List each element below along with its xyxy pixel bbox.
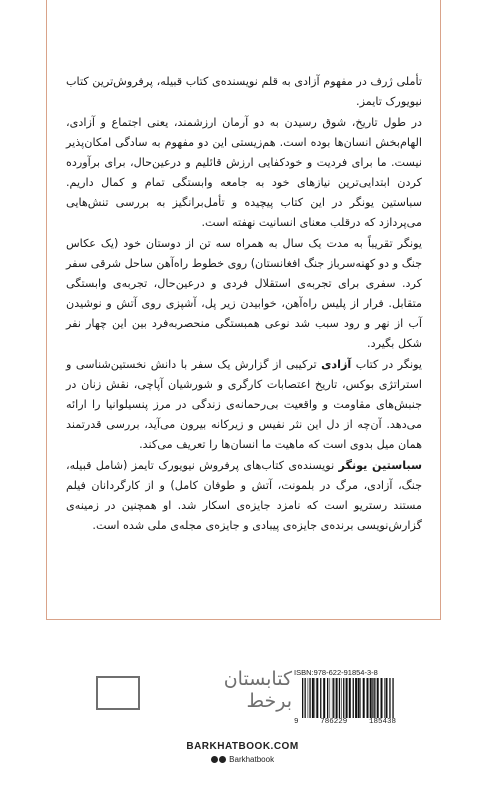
- barcode-bar: [372, 678, 373, 718]
- barcode-bar: [305, 678, 306, 718]
- barcode-bar: [360, 678, 361, 718]
- barcode-bar: [363, 678, 365, 718]
- isbn-number: ISBN:978-622-91854-3-8: [294, 668, 378, 677]
- barcode-bar: [386, 678, 388, 718]
- barcode-digits: [294, 718, 396, 726]
- paragraph: [66, 355, 422, 455]
- barcode-bar: [341, 678, 342, 718]
- barcode-digit-group: 185438: [368, 718, 396, 726]
- barcode-bar: [327, 678, 328, 718]
- bold-text: آزادی: [321, 358, 352, 371]
- barcode-bar: [358, 678, 360, 718]
- barcode-bar: [392, 678, 393, 718]
- barcode-bar: [320, 678, 321, 718]
- social-media-icons: [211, 756, 218, 763]
- barcode-bar: [332, 678, 333, 718]
- back-cover-text: [66, 72, 422, 537]
- publisher-logo: [96, 666, 292, 718]
- paragraph-text: یونگر در کتاب: [351, 358, 422, 371]
- barcode-area: [294, 668, 396, 730]
- barcode-bar: [312, 678, 314, 718]
- social-media-icons: [219, 756, 226, 763]
- paragraph: [66, 113, 422, 233]
- barcode-bar: [349, 678, 351, 718]
- barcode-bars: [302, 678, 394, 718]
- barcode-bar: [308, 678, 309, 718]
- barcode-digit-group: 786229: [320, 718, 348, 726]
- barcode-bar: [339, 678, 340, 718]
- social-handle: [0, 755, 485, 764]
- barcode-bar: [389, 678, 390, 718]
- barcode-bar: [323, 678, 325, 718]
- open-box-icon: [96, 676, 140, 710]
- social-handle-text: Barkhatbook: [229, 755, 275, 764]
- barcode-bar: [315, 678, 316, 718]
- paragraph: [66, 456, 422, 536]
- barcode-bar: [370, 678, 372, 718]
- barcode-bar: [381, 678, 383, 718]
- paragraph-text: نویسنده‌ی کتاب‌های پرفروش نیویورک تایمز (شامل قبیله، جنگ، آزادی، مرگ در بلمونت، آتش و طوفان کامل) و از کارگردانان فیلم مستند رستریو است که نامزد جایزه‌ی اسکار شد. او همچنین در زمینه‌ی گزارش‌نویسی برنده‌ی جایزه‌ی پیبادی و جایزه‌ی مجله‌ی ملی شده است.: [66, 459, 422, 532]
- barcode-bar: [316, 678, 318, 718]
- barcode-bar: [367, 678, 369, 718]
- bold-text: سباستین یونگر: [338, 459, 423, 472]
- paragraph-text: در طول تاریخ، شوق رسیدن به دو آرمان ارزشمند، یعنی اجتماع و آزادی، الهام‌بخش انسان‌ها بوده است. هم‌زیستی این دو مفهوم به سادگی امکان‌پذیر نیست. ما برای فردیت و خودکفایی ارزش قائلیم و درعین‌حال، برای برآورده کردن ابتدایی‌ترین نیازهای خود به جامعه وابستگی تمام و کمال داریم. سباستین یونگر در این کتاب پیچیده و تأمل‌برانگیز به بررسی تنش‌هایی می‌پردازد که درقلب معنای انسانیت نهفته است.: [66, 116, 422, 229]
- barcode-bar: [353, 678, 354, 718]
- barcode-bar: [355, 678, 357, 718]
- barcode-bar: [384, 678, 385, 718]
- paragraph-text: تأملی ژرف در مفهوم آزادی به قلم نویسنده‌ی کتاب قبیله، پرفروش‌ترین کتاب نیویورک تایمز.: [66, 75, 422, 108]
- barcode-bar: [346, 678, 348, 718]
- barcode-bar: [343, 678, 344, 718]
- barcode-bar: [309, 678, 310, 718]
- barcode-bar: [374, 678, 375, 718]
- barcode-digit-group: 9: [294, 718, 299, 726]
- website-url: BARKHATBOOK.COM: [186, 741, 299, 752]
- barcode-bar: [330, 678, 331, 718]
- paragraph: [66, 72, 422, 112]
- barcode-bar: [336, 678, 338, 718]
- paragraph-text: یونگر تقریباً به مدت یک سال به همراه سه تن از دوستان خود (یک عکاس جنگ و دو کهنه‌سرباز جنگ افغانستان) روی خطوط راه‌آهن ساحل شرقی سفر کرد. سفری برای تجربه‌ی استقلال فردی و درعین‌حال، تجربه‌ی وابستگی متقابل. فرار از پلیس راه‌آهن، خوابیدن زیر پل، آشپزی روی آتش و نوشیدن آب از نهر و رود سبب شد نوعی همبستگی منحصربه‌فرد بین این چهار نفر شکل بگیرد.: [66, 237, 422, 350]
- logo-text-line2: برخط: [246, 690, 292, 712]
- barcode-bar: [333, 678, 334, 718]
- paragraph: [66, 234, 422, 354]
- barcode-bar: [377, 678, 379, 718]
- barcode-bar: [302, 678, 303, 718]
- logo-text-line1: کتابستان: [223, 668, 292, 690]
- paragraph-text: ترکیبی از گزارش یک سفر با دانش نخستین‌شناسی و استراتژی بوکس، تاریخ اعتصابات کارگری و شورشیان آپاچی، نقش زنان در جنبش‌های مقاومت و واقعیت بی‌رحمانه‌ی زندگی در مرز پنسیلوانیا را ارائه می‌دهد. آن‌چه از دل این نثر نفیس و زیرکانه بیرون می‌آید، بررسی قدرتمند همان میل بدوی است که ماهیت ما انسان‌ها را تعریف می‌کند.: [66, 358, 422, 451]
